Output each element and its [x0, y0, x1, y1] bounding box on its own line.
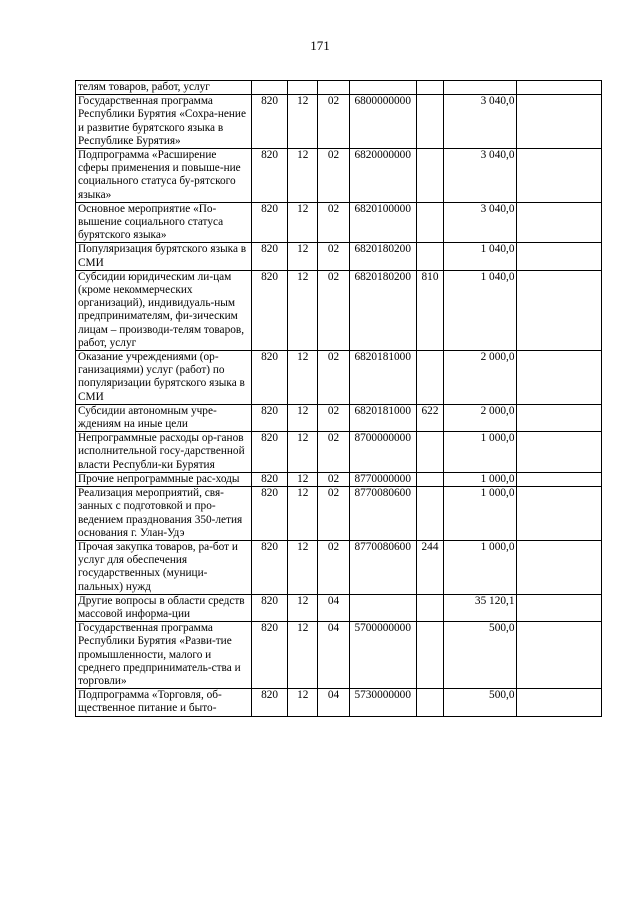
row-name-cell: Непрограммные расходы ор-ганов исполнительной госу-дарственной власти Республи-ки Бурятия: [76, 432, 252, 473]
budget-table: [75, 80, 602, 717]
row-empty-cell: [517, 622, 602, 689]
row-amount-cell: 500,0: [444, 622, 517, 689]
row-section-cell: 12: [288, 404, 318, 431]
row-empty-cell: [517, 202, 602, 243]
row-expense-type-cell: [416, 202, 443, 243]
row-code-cell: 820: [252, 487, 288, 541]
row-code-cell: 820: [252, 270, 288, 350]
row-subsection-cell: 02: [318, 243, 349, 270]
row-expense-type-cell: [416, 432, 443, 473]
row-section-cell: 12: [288, 432, 318, 473]
row-empty-cell: [517, 472, 602, 486]
row-name-cell: Популяризация бурятского языка в СМИ: [76, 243, 252, 270]
row-section-cell: 12: [288, 149, 318, 203]
row-empty-cell: [517, 594, 602, 621]
row-target-cell: 6820000000: [349, 149, 416, 203]
row-name-cell: Субсидии юридическим ли-цам (кроме некоммерческих организаций), индивидуаль-ным предпринимателям, фи-зическим лицам – производи-телям товаров, работ, услуг: [76, 270, 252, 350]
row-subsection-cell: 04: [318, 594, 349, 621]
row-target-cell: 5730000000: [349, 689, 416, 716]
row-subsection-cell: 02: [318, 202, 349, 243]
row-section-cell: [288, 81, 318, 95]
row-name-cell: Подпрограмма «Торговля, об-щественное питание и быто-: [76, 689, 252, 716]
row-subsection-cell: [318, 81, 349, 95]
row-expense-type-cell: 810: [416, 270, 443, 350]
row-expense-type-cell: [416, 487, 443, 541]
row-code-cell: 820: [252, 472, 288, 486]
table-row: [76, 622, 602, 689]
table-row: [76, 472, 602, 486]
row-empty-cell: [517, 432, 602, 473]
row-code-cell: [252, 81, 288, 95]
row-target-cell: 8700000000: [349, 432, 416, 473]
row-code-cell: 820: [252, 95, 288, 149]
row-section-cell: 12: [288, 351, 318, 405]
row-expense-type-cell: [416, 351, 443, 405]
row-target-cell: 6800000000: [349, 95, 416, 149]
table-row: [76, 594, 602, 621]
table-row: [76, 202, 602, 243]
row-code-cell: 820: [252, 540, 288, 594]
row-target-cell: 6820180200: [349, 270, 416, 350]
row-name-cell: Реализация мероприятий, свя-занных с подготовкой и про-ведением празднования 350-летия основания г. Улан-Удэ: [76, 487, 252, 541]
row-amount-cell: 1 040,0: [444, 270, 517, 350]
row-amount-cell: [444, 81, 517, 95]
table-row: [76, 95, 602, 149]
table-row: [76, 689, 602, 716]
table-row: [76, 432, 602, 473]
row-subsection-cell: 02: [318, 351, 349, 405]
row-target-cell: 8770080600: [349, 540, 416, 594]
row-expense-type-cell: 244: [416, 540, 443, 594]
row-name-cell: Прочая закупка товаров, ра-бот и услуг для обеспечения государственных (муници-пальных) нужд: [76, 540, 252, 594]
table-row: [76, 243, 602, 270]
row-name-cell: телям товаров, работ, услуг: [76, 81, 252, 95]
row-section-cell: 12: [288, 202, 318, 243]
row-expense-type-cell: [416, 81, 443, 95]
table-row: [76, 540, 602, 594]
row-target-cell: 5700000000: [349, 622, 416, 689]
row-subsection-cell: 02: [318, 487, 349, 541]
row-subsection-cell: 02: [318, 95, 349, 149]
row-name-cell: Подпрограмма «Расширение сферы применения и повыше-ние социального статуса бу-рятского языка»: [76, 149, 252, 203]
row-code-cell: 820: [252, 404, 288, 431]
row-subsection-cell: 04: [318, 689, 349, 716]
row-subsection-cell: 02: [318, 149, 349, 203]
row-amount-cell: 1 040,0: [444, 243, 517, 270]
row-name-cell: Субсидии автономным учре-ждениям на иные цели: [76, 404, 252, 431]
row-code-cell: 820: [252, 622, 288, 689]
row-amount-cell: 1 000,0: [444, 540, 517, 594]
row-name-cell: Другие вопросы в области средств массовой информа-ции: [76, 594, 252, 621]
row-subsection-cell: 02: [318, 472, 349, 486]
table-row: [76, 351, 602, 405]
row-section-cell: 12: [288, 622, 318, 689]
row-section-cell: 12: [288, 243, 318, 270]
row-subsection-cell: 02: [318, 432, 349, 473]
table-row: [76, 149, 602, 203]
row-expense-type-cell: [416, 689, 443, 716]
row-empty-cell: [517, 487, 602, 541]
row-name-cell: Оказание учреждениями (ор-ганизациями) услуг (работ) по популяризации бурятского языка в СМИ: [76, 351, 252, 405]
row-expense-type-cell: [416, 594, 443, 621]
row-amount-cell: 1 000,0: [444, 472, 517, 486]
row-target-cell: 6820181000: [349, 351, 416, 405]
row-expense-type-cell: [416, 622, 443, 689]
row-section-cell: 12: [288, 540, 318, 594]
table-row: [76, 487, 602, 541]
row-amount-cell: 500,0: [444, 689, 517, 716]
budget-table-body: [76, 81, 602, 717]
row-section-cell: 12: [288, 95, 318, 149]
row-code-cell: 820: [252, 689, 288, 716]
row-empty-cell: [517, 270, 602, 350]
table-row: [76, 270, 602, 350]
row-code-cell: 820: [252, 432, 288, 473]
row-target-cell: 6820100000: [349, 202, 416, 243]
row-target-cell: 6820181000: [349, 404, 416, 431]
row-empty-cell: [517, 351, 602, 405]
table-row: [76, 81, 602, 95]
row-name-cell: Прочие непрограммные рас-ходы: [76, 472, 252, 486]
row-subsection-cell: 04: [318, 622, 349, 689]
row-amount-cell: 35 120,1: [444, 594, 517, 621]
row-name-cell: Основное мероприятие «По-вышение социального статуса бурятского языка»: [76, 202, 252, 243]
row-target-cell: [349, 81, 416, 95]
row-section-cell: 12: [288, 487, 318, 541]
row-code-cell: 820: [252, 351, 288, 405]
row-empty-cell: [517, 149, 602, 203]
table-row: [76, 404, 602, 431]
row-expense-type-cell: [416, 149, 443, 203]
row-target-cell: 8770000000: [349, 472, 416, 486]
row-section-cell: 12: [288, 270, 318, 350]
row-subsection-cell: 02: [318, 270, 349, 350]
row-empty-cell: [517, 689, 602, 716]
row-amount-cell: 3 040,0: [444, 149, 517, 203]
row-section-cell: 12: [288, 689, 318, 716]
row-empty-cell: [517, 81, 602, 95]
row-amount-cell: 3 040,0: [444, 202, 517, 243]
row-empty-cell: [517, 243, 602, 270]
row-section-cell: 12: [288, 594, 318, 621]
row-amount-cell: 1 000,0: [444, 432, 517, 473]
row-subsection-cell: 02: [318, 540, 349, 594]
row-empty-cell: [517, 404, 602, 431]
row-empty-cell: [517, 540, 602, 594]
row-target-cell: 8770080600: [349, 487, 416, 541]
row-code-cell: 820: [252, 202, 288, 243]
row-code-cell: 820: [252, 243, 288, 270]
row-expense-type-cell: [416, 243, 443, 270]
row-code-cell: 820: [252, 149, 288, 203]
row-amount-cell: 2 000,0: [444, 404, 517, 431]
row-expense-type-cell: [416, 95, 443, 149]
row-section-cell: 12: [288, 472, 318, 486]
row-target-cell: [349, 594, 416, 621]
page-number: 171: [310, 38, 330, 53]
row-expense-type-cell: 622: [416, 404, 443, 431]
row-amount-cell: 1 000,0: [444, 487, 517, 541]
row-target-cell: 6820180200: [349, 243, 416, 270]
row-amount-cell: 3 040,0: [444, 95, 517, 149]
row-expense-type-cell: [416, 472, 443, 486]
row-empty-cell: [517, 95, 602, 149]
row-name-cell: Государственная программа Республики Бурятия «Сохра-нение и развитие бурятского языка в Республике Бурятия»: [76, 95, 252, 149]
row-amount-cell: 2 000,0: [444, 351, 517, 405]
row-code-cell: 820: [252, 594, 288, 621]
row-subsection-cell: 02: [318, 404, 349, 431]
row-name-cell: Государственная программа Республики Бурятия «Разви-тие промышленности, малого и среднего предприниматель-ства и торговли»: [76, 622, 252, 689]
